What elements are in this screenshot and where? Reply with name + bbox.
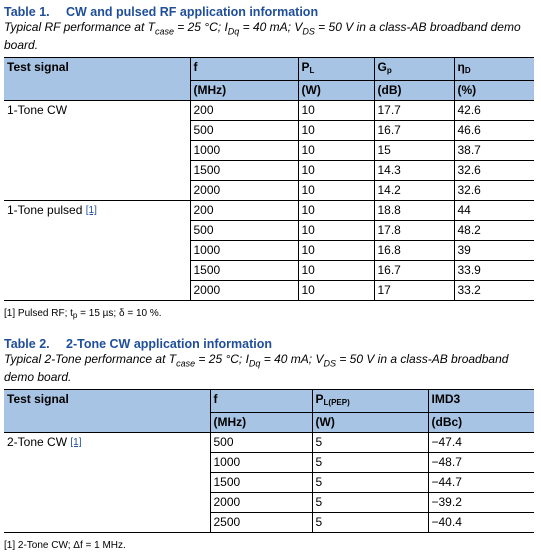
subtitle-text: = 50 V in a class-AB broadband demo board.	[4, 20, 521, 53]
table-cell	[374, 241, 454, 261]
column-header	[298, 58, 374, 81]
table-cell	[298, 181, 374, 201]
cell-value: 5	[315, 435, 323, 450]
cell-value: 2000	[213, 495, 241, 510]
table-cell	[298, 261, 374, 281]
cell-value: 10	[301, 183, 315, 198]
cell-value: −40.4	[431, 515, 462, 530]
subscript: p	[72, 311, 78, 321]
table1-subtitle	[4, 20, 534, 52]
test-signal-cell	[4, 161, 190, 181]
table-cell	[428, 513, 534, 533]
cell-value: 10	[301, 103, 315, 118]
unit-label: (dBc)	[431, 415, 463, 430]
subtitle-text: = 40 mA; V	[260, 352, 324, 366]
cell-value: −44.7	[431, 475, 462, 490]
table-cell	[190, 281, 298, 301]
cell-value: −47.4	[431, 435, 462, 450]
cell-value: −48.7	[431, 455, 462, 470]
cell-value: 46.6	[457, 123, 481, 138]
test-signal-label: 2-Tone CW	[7, 435, 68, 450]
cell-value: 38.7	[457, 143, 481, 158]
cell-value: 200	[193, 103, 214, 118]
subscript: DS	[323, 358, 336, 369]
table-row	[4, 221, 534, 241]
table-cell	[190, 161, 298, 181]
column-unit	[298, 81, 374, 101]
table-cell	[190, 201, 298, 221]
test-signal-cell	[4, 201, 190, 221]
table-cell	[298, 221, 374, 241]
table-cell	[374, 121, 454, 141]
table-row	[4, 121, 534, 141]
table2-block	[4, 337, 534, 553]
subtitle-text: Typical 2-Tone performance at T	[4, 352, 177, 366]
cell-value: 33.9	[457, 263, 481, 278]
test-signal-cell	[4, 101, 190, 121]
units-row	[4, 413, 534, 433]
test-signal-cell	[4, 121, 190, 141]
table-cell	[454, 241, 534, 261]
column-header	[374, 58, 454, 81]
unit-label: (MHz)	[213, 415, 247, 430]
column-header	[454, 58, 534, 81]
header-label: G	[377, 60, 387, 75]
cell-value: 1500	[193, 263, 221, 278]
cell-value: 500	[193, 123, 214, 138]
header-subscript: L(PEP)	[323, 398, 350, 408]
table-cell	[190, 241, 298, 261]
test-signal-cell	[4, 513, 210, 533]
table-row	[4, 241, 534, 261]
cell-value: 32.6	[457, 183, 481, 198]
table-cell	[454, 141, 534, 161]
table-cell	[374, 261, 454, 281]
table-cell	[298, 121, 374, 141]
table-cell	[298, 101, 374, 121]
table-cell	[298, 141, 374, 161]
footnote-text: [1] Pulsed RF; t	[4, 308, 73, 320]
cell-value: 14.2	[377, 183, 401, 198]
test-signal-cell	[4, 241, 190, 261]
subscript: case	[154, 26, 174, 37]
table-cell	[454, 201, 534, 221]
subtitle-text: = 25 °C; I	[173, 20, 228, 34]
table-cell	[190, 181, 298, 201]
table-row	[4, 101, 534, 121]
column-unit	[454, 81, 534, 101]
units-row	[4, 81, 534, 101]
cell-value: 10	[301, 203, 315, 218]
column-unit	[374, 81, 454, 101]
cell-value: 17.7	[377, 103, 401, 118]
table-row	[4, 513, 534, 533]
cell-value: 1500	[213, 475, 241, 490]
table-cell	[298, 201, 374, 221]
cell-value: 2000	[193, 183, 221, 198]
subscript: DS	[302, 26, 315, 37]
header-row	[4, 390, 534, 413]
column-unit	[312, 413, 428, 433]
cell-value: 2000	[193, 283, 221, 298]
header-label: f	[213, 392, 218, 407]
table-cell	[428, 473, 534, 493]
table-row	[4, 261, 534, 281]
unit-label: (W)	[315, 415, 335, 430]
table2-subtitle	[4, 352, 534, 384]
table2-caption	[4, 337, 534, 352]
table1-title: CW and pulsed RF application information	[66, 5, 319, 19]
table-cell	[190, 121, 298, 141]
table-row	[4, 493, 534, 513]
footnote-text: = 15 µs; δ = 10 %.	[77, 308, 162, 320]
cell-value: 10	[301, 143, 315, 158]
table2-title: 2-Tone CW application information	[66, 337, 273, 351]
table-cell	[190, 221, 298, 241]
cell-value: 5	[315, 495, 323, 510]
table-cell	[312, 453, 428, 473]
test-signal-cell	[4, 493, 210, 513]
header-row	[4, 58, 534, 81]
table2	[4, 389, 534, 533]
table-cell	[210, 513, 312, 533]
column-header	[210, 390, 312, 413]
table-cell	[312, 433, 428, 453]
table-cell	[190, 261, 298, 281]
header-label: η	[457, 60, 465, 75]
table-cell	[374, 161, 454, 181]
cell-value: 32.6	[457, 163, 481, 178]
table-cell	[428, 433, 534, 453]
table-cell	[298, 281, 374, 301]
column-unit	[4, 413, 210, 433]
column-unit	[428, 413, 534, 433]
cell-value: 1000	[193, 243, 221, 258]
cell-value: 500	[193, 223, 214, 238]
cell-value: 18.8	[377, 203, 401, 218]
cell-value: 200	[193, 203, 214, 218]
table-row	[4, 281, 534, 301]
table-cell	[298, 241, 374, 261]
table-cell	[428, 493, 534, 513]
column-unit	[190, 81, 298, 101]
test-signal-cell	[4, 261, 190, 281]
header-label: f	[193, 60, 198, 75]
table1-number: Table 1.	[4, 5, 50, 19]
subtitle-text: Typical RF performance at T	[4, 20, 155, 34]
cell-value: 10	[301, 123, 315, 138]
cell-value: −39.2	[431, 495, 462, 510]
cell-value: 5	[315, 475, 323, 490]
table-cell	[210, 473, 312, 493]
table-cell	[374, 101, 454, 121]
table1-footnote	[4, 307, 534, 323]
header-subscript: p	[386, 66, 392, 76]
cell-value: 1000	[193, 143, 221, 158]
column-header	[190, 58, 298, 81]
header-label: P	[315, 392, 324, 407]
table-cell	[454, 221, 534, 241]
table1	[4, 57, 534, 301]
test-signal-cell	[4, 281, 190, 301]
header-subscript: L	[309, 66, 315, 76]
cell-value: 48.2	[457, 223, 481, 238]
table-cell	[190, 141, 298, 161]
cell-value: 17	[377, 283, 391, 298]
subtitle-text: = 50 V in a class-AB broadband demo board.	[4, 352, 509, 385]
test-signal-cell	[4, 181, 190, 201]
table-cell	[374, 281, 454, 301]
cell-value: 14.3	[377, 163, 401, 178]
table-cell	[190, 101, 298, 121]
table-cell	[454, 181, 534, 201]
table-cell	[374, 181, 454, 201]
unit-label: (%)	[457, 83, 477, 98]
footnote-ref-link[interactable]: [1]	[70, 437, 82, 449]
table-row	[4, 453, 534, 473]
table-row	[4, 141, 534, 161]
test-signal-cell	[4, 141, 190, 161]
table1-caption	[4, 5, 534, 20]
unit-label: (MHz)	[193, 83, 227, 98]
column-header	[312, 390, 428, 413]
cell-value: 1500	[193, 163, 221, 178]
cell-value: 5	[315, 515, 323, 530]
table2-number: Table 2.	[4, 337, 50, 351]
table2-footnote	[4, 539, 534, 553]
unit-label: (W)	[301, 83, 321, 98]
cell-value: 10	[301, 283, 315, 298]
test-signal-cell	[4, 473, 210, 493]
cell-value: 42.6	[457, 103, 481, 118]
header-label: IMD3	[431, 392, 461, 407]
cell-value: 5	[315, 455, 323, 470]
cell-value: 15	[377, 143, 391, 158]
table-row	[4, 161, 534, 181]
table-cell	[374, 141, 454, 161]
unit-label: (dB)	[377, 83, 402, 98]
cell-value: 10	[301, 223, 315, 238]
table-cell	[374, 201, 454, 221]
table-cell	[428, 453, 534, 473]
footnote-ref-link[interactable]: [1]	[85, 205, 97, 217]
table-row	[4, 433, 534, 453]
table-cell	[210, 453, 312, 473]
column-unit	[210, 413, 312, 433]
header-label: P	[301, 60, 310, 75]
table-cell	[454, 261, 534, 281]
column-header	[4, 390, 210, 413]
table-row	[4, 181, 534, 201]
cell-value: 33.2	[457, 283, 481, 298]
subtitle-text: = 40 mA; V	[239, 20, 303, 34]
table-cell	[210, 493, 312, 513]
header-label: Test signal	[7, 60, 69, 75]
cell-value: 16.7	[377, 123, 401, 138]
cell-value: 39	[457, 243, 471, 258]
table1-block	[4, 5, 534, 323]
table-cell	[312, 513, 428, 533]
cell-value: 10	[301, 243, 315, 258]
footnote-text: [1] 2-Tone CW; Δf = 1 MHz.	[4, 540, 126, 552]
test-signal-cell	[4, 221, 190, 241]
table-cell	[210, 433, 312, 453]
table-cell	[298, 161, 374, 181]
column-header	[428, 390, 534, 413]
table-cell	[312, 473, 428, 493]
table-cell	[454, 281, 534, 301]
test-signal-cell	[4, 433, 210, 453]
cell-value: 44	[457, 203, 471, 218]
column-unit	[4, 81, 190, 101]
test-signal-cell	[4, 453, 210, 473]
table-row	[4, 201, 534, 221]
cell-value: 1000	[213, 455, 241, 470]
header-label: Test signal	[7, 392, 69, 407]
cell-value: 10	[301, 163, 315, 178]
table-cell	[454, 161, 534, 181]
subscript: case	[176, 358, 196, 369]
test-signal-label: 1-Tone CW	[7, 103, 68, 118]
table-cell	[312, 493, 428, 513]
table-row	[4, 473, 534, 493]
cell-value: 16.8	[377, 243, 401, 258]
table-cell	[374, 221, 454, 241]
cell-value: 500	[213, 435, 234, 450]
subscript: Dq	[248, 358, 261, 369]
subtitle-text: = 25 °C; I	[195, 352, 249, 366]
table-cell	[454, 101, 534, 121]
table-cell	[454, 121, 534, 141]
column-header	[4, 58, 190, 81]
test-signal-label: 1-Tone pulsed	[7, 203, 83, 218]
cell-value: 17.8	[377, 223, 401, 238]
cell-value: 10	[301, 263, 315, 278]
cell-value: 2500	[213, 515, 241, 530]
cell-value: 16.7	[377, 263, 401, 278]
header-subscript: D	[464, 66, 471, 76]
subscript: Dq	[227, 26, 240, 37]
